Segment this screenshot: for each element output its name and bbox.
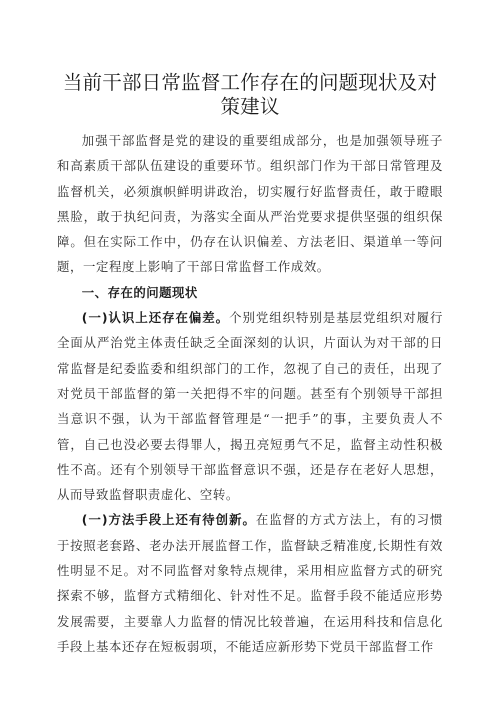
document-body — [57, 128, 443, 659]
point-2-lead: (一)方法手段上还有待创新。 — [81, 512, 256, 528]
intro-paragraph: 加强干部监督是党的建设的重要组成部分，也是加强领导班子和高素质干部队伍建设的重要环节。组织部门作为干部日常管理及监督机关，必须旗帜鲜明讲政治，切实履行好监督责任，敢于瞪眼黑脸，敢于执纪问责，为落实全面从严治党要求提供坚强的组织保障。但在实际工作中，仍存在认识偏差、方法老旧、渠道单一等问题，一定程度上影响了干部日常监督工作成效。 — [57, 133, 443, 275]
point-2-paragraph — [57, 507, 443, 659]
title-line-2: 策建议 — [220, 95, 280, 118]
section-heading: 一、存在的问题现状 — [81, 284, 198, 300]
document-title — [57, 71, 443, 119]
title-line-1: 当前干部日常监督工作存在的问题现状及对 — [62, 71, 438, 94]
point-1-lead: (一)认识上还存在偏差。 — [81, 310, 230, 326]
point-1-text: 个别党组织特别是基层党组织对履行全面从严治党主体责任缺乏全面深刻的认识，片面认为对干部的日常监督是纪委监委和组织部门的工作，忽视了自己的责任，出现了对党员干部监督的第一关把得不牢的问题。甚至有个别领导干部担当意识不强，认为干部监督管理是“一把手”的事，主要负责人不管，自己也没必要去得罪人，揭丑亮短勇气不足，监督主动性积极性不高。还有个别领导干部监督意识不强，还是存在老好人思想，从而导致监督职责虚化、空转。 — [57, 310, 443, 503]
point-1-paragraph — [57, 305, 443, 507]
point-2-text: 在监督的方式方法上，有的习惯于按照老套路、老办法开展监督工作，监督缺乏精准度,长期性有效性明显不足。对不同监督对象特点规律，采用相应监督方式的研究探索不够，监督方式精细化、针对性不足。监督手段不能适应形势发展需要，主要靠人力监督的情况比较普遍，在运用科技和信息化手段上基本还存在短板弱项，不能适应新形势下党员干部监督工作 — [57, 512, 443, 654]
